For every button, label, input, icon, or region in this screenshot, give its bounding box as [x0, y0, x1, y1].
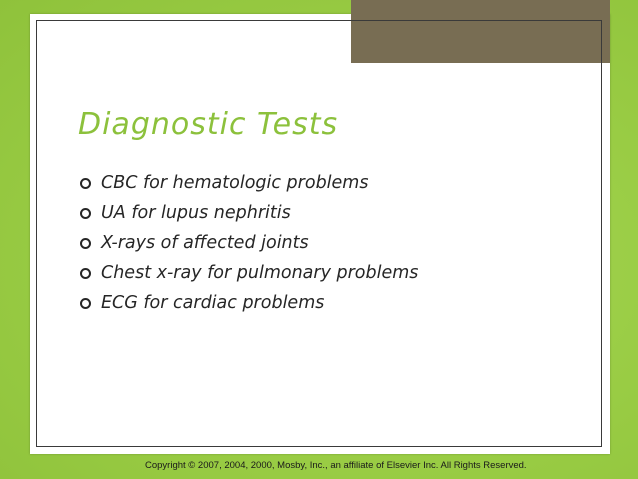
ring-bullet-icon — [80, 208, 91, 219]
bullet-item-chest-xray — [80, 258, 418, 288]
accent-block — [351, 0, 610, 63]
ring-bullet-icon — [80, 178, 91, 189]
bullet-item-xrays — [80, 228, 418, 258]
bullet-item-ua — [80, 198, 418, 228]
bullet-text: CBC for hematologic problems — [101, 173, 369, 193]
bullet-list — [80, 168, 418, 318]
bullet-item-ecg — [80, 288, 418, 318]
bullet-text: UA for lupus nephritis — [101, 203, 291, 223]
bullet-text: X-rays of affected joints — [101, 233, 309, 253]
bullet-item-cbc — [80, 168, 418, 198]
bullet-text: Chest x-ray for pulmonary problems — [101, 263, 419, 283]
slide-title: Diagnostic Tests — [78, 107, 339, 142]
copyright-footer: Copyright © 2007, 2004, 2000, Mosby, Inc., an affiliate of Elsevier Inc. All Rights Reserved. — [145, 460, 527, 471]
ring-bullet-icon — [80, 238, 91, 249]
bullet-text: ECG for cardiac problems — [101, 293, 325, 313]
ring-bullet-icon — [80, 298, 91, 309]
ring-bullet-icon — [80, 268, 91, 279]
